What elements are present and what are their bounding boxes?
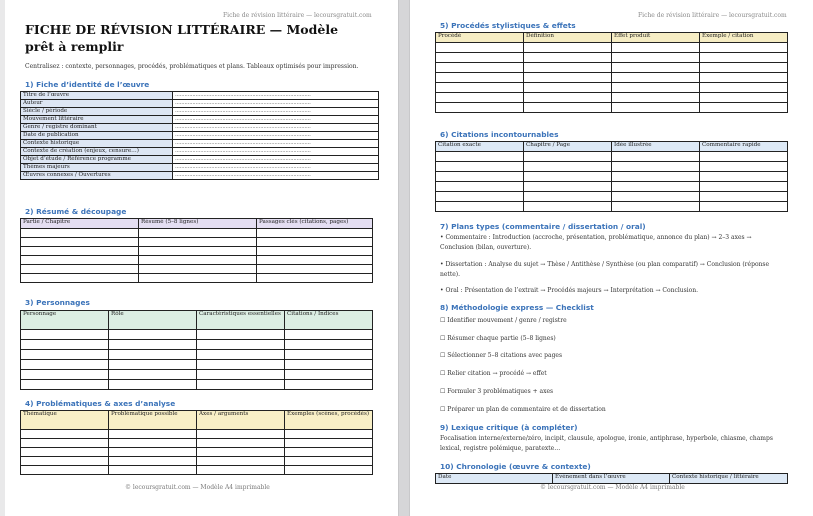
identity-fill-line[interactable]: ......................................................................................	[173, 132, 379, 140]
table-cell[interactable]	[21, 330, 109, 340]
page-1	[5, 0, 398, 516]
table-row	[436, 93, 788, 103]
table-cell[interactable]	[612, 103, 700, 113]
table-cell[interactable]	[612, 182, 700, 192]
table-cell[interactable]	[285, 380, 373, 390]
table-cell[interactable]	[109, 448, 197, 457]
identity-fill-line[interactable]: ......................................................................................	[173, 156, 379, 164]
section-lexicon-title: 9) Lexique critique (à compléter)	[440, 423, 578, 432]
table-cell[interactable]	[257, 229, 373, 238]
table-cell[interactable]	[612, 152, 700, 162]
table-header: Date	[436, 474, 553, 484]
table-row	[21, 360, 373, 370]
table-cell[interactable]	[139, 229, 257, 238]
table-cell[interactable]	[197, 350, 285, 360]
table-cell[interactable]	[285, 466, 373, 475]
table-cell[interactable]	[197, 448, 285, 457]
table-row	[436, 83, 788, 93]
table-cell[interactable]	[524, 202, 612, 212]
table-row	[436, 192, 788, 202]
identity-fill-line[interactable]: ......................................................................................	[173, 124, 379, 132]
table-cell[interactable]	[21, 274, 139, 283]
table-cell[interactable]	[612, 43, 700, 53]
table-cell[interactable]	[139, 238, 257, 247]
identity-fill-line[interactable]: ......................................................................................	[173, 148, 379, 156]
table-cell[interactable]	[285, 350, 373, 360]
table-row	[21, 457, 373, 466]
table-cell[interactable]	[197, 340, 285, 350]
table-row	[21, 350, 373, 360]
table-cell[interactable]	[285, 448, 373, 457]
chronology-table	[435, 473, 788, 484]
table-cell[interactable]	[257, 238, 373, 247]
table-row	[436, 63, 788, 73]
table-row	[436, 172, 788, 182]
table-cell[interactable]	[436, 202, 524, 212]
table-cell[interactable]	[21, 350, 109, 360]
page-footer: © lecoursgratuit.com — Modèle A4 imprimable	[540, 484, 685, 491]
table-cell[interactable]	[700, 162, 788, 172]
table-cell[interactable]	[612, 83, 700, 93]
table-cell[interactable]	[285, 370, 373, 380]
table-cell[interactable]	[285, 439, 373, 448]
identity-label: Mouvement littéraire	[21, 116, 173, 124]
identity-label: Contexte historique	[21, 140, 173, 148]
section-checklist-title: 8) Méthodologie express — Checklist	[440, 303, 594, 312]
table-cell[interactable]	[524, 73, 612, 83]
table-cell[interactable]	[285, 340, 373, 350]
quotes-table	[435, 141, 788, 212]
table-cell[interactable]	[700, 192, 788, 202]
identity-row	[21, 148, 379, 156]
table-cell[interactable]	[257, 247, 373, 256]
table-row	[21, 430, 373, 439]
table-cell[interactable]	[524, 172, 612, 182]
table-cell[interactable]	[285, 360, 373, 370]
table-cell[interactable]	[700, 73, 788, 83]
table-row	[21, 238, 373, 247]
identity-row	[21, 172, 379, 180]
table-cell[interactable]	[524, 83, 612, 93]
table-cell[interactable]	[109, 370, 197, 380]
table-header: Exemple / citation	[700, 33, 788, 43]
table-cell[interactable]	[436, 43, 524, 53]
page-title: FICHE DE RÉVISION LITTÉRAIRE — Modèle prêt à remplir	[25, 22, 339, 54]
identity-row	[21, 140, 379, 148]
table-cell[interactable]	[109, 340, 197, 350]
table-cell[interactable]	[524, 103, 612, 113]
table-cell[interactable]	[197, 457, 285, 466]
table-cell[interactable]	[21, 448, 109, 457]
table-row	[21, 229, 373, 238]
table-cell[interactable]	[524, 162, 612, 172]
identity-row	[21, 92, 379, 100]
table-cell[interactable]	[524, 182, 612, 192]
lexicon-text: Focalisation interne/externe/zéro, incipit, clausule, apologue, ironie, antiphrase, hyperbole, chiasme, champs lexical, registre polémique, paratexte…	[440, 435, 773, 452]
table-cell[interactable]	[109, 430, 197, 439]
table-cell[interactable]	[139, 247, 257, 256]
table-header: Définition	[524, 33, 612, 43]
table-row	[21, 466, 373, 475]
table-row	[436, 103, 788, 113]
checklist-item[interactable]: ☐ Résumer chaque partie (5–8 lignes)	[440, 335, 556, 342]
identity-fill-line[interactable]: ......................................................................................	[173, 100, 379, 108]
table-cell[interactable]	[612, 93, 700, 103]
table-row	[21, 265, 373, 274]
table-row	[21, 256, 373, 265]
table-row	[436, 182, 788, 192]
identity-row	[21, 100, 379, 108]
table-cell[interactable]	[700, 43, 788, 53]
identity-row	[21, 108, 379, 116]
identity-label: Siècle / période	[21, 108, 173, 116]
table-cell[interactable]	[197, 439, 285, 448]
table-cell[interactable]	[436, 152, 524, 162]
table-cell[interactable]	[612, 63, 700, 73]
table-header: Événement dans l’œuvre	[553, 474, 670, 484]
checklist-item[interactable]: ☐ Relier citation → procédé → effet	[440, 370, 547, 377]
table-header: Contexte historique / littéraire	[670, 474, 788, 484]
table-cell[interactable]	[700, 63, 788, 73]
table-cell[interactable]	[139, 265, 257, 274]
page-gutter	[398, 0, 410, 516]
identity-fill-line[interactable]: ......................................................................................	[173, 108, 379, 116]
table-cell[interactable]	[21, 256, 139, 265]
table-cell[interactable]	[700, 93, 788, 103]
table-header: Passages clés (citations, pages)	[257, 219, 373, 229]
table-cell[interactable]	[139, 274, 257, 283]
intro-text: Centralisez : contexte, personnages, procédés, problématiques et plans. Tableaux optimisés pour impression.	[25, 63, 359, 70]
table-cell[interactable]	[612, 172, 700, 182]
devices-table	[435, 32, 788, 113]
table-header: Exemples (scènes, procédés)	[285, 411, 373, 430]
table-cell[interactable]	[257, 256, 373, 265]
table-cell[interactable]	[524, 63, 612, 73]
table-cell[interactable]	[436, 83, 524, 93]
section-summary-title: 2) Résumé & découpage	[25, 207, 127, 216]
table-cell[interactable]	[436, 53, 524, 63]
table-cell[interactable]	[524, 53, 612, 63]
plan-dissertation: • Dissertation : Analyse du sujet → Thèse / Antithèse / Synthèse (ou plan comparatif) → Conclusion (réponse nette).	[440, 261, 770, 278]
table-cell[interactable]	[197, 330, 285, 340]
identity-fill-line[interactable]: ......................................................................................	[173, 116, 379, 124]
table-row	[21, 439, 373, 448]
table-cell[interactable]	[524, 43, 612, 53]
table-cell[interactable]	[612, 73, 700, 83]
identity-label: Auteur	[21, 100, 173, 108]
table-cell[interactable]	[436, 73, 524, 83]
table-row	[21, 340, 373, 350]
table-header: Problématique possible	[109, 411, 197, 430]
table-cell[interactable]	[285, 457, 373, 466]
table-row	[436, 152, 788, 162]
table-cell[interactable]	[197, 380, 285, 390]
identity-label: Contexte de création (enjeux, censure…)	[21, 148, 173, 156]
table-row	[21, 380, 373, 390]
table-cell[interactable]	[436, 103, 524, 113]
table-cell[interactable]	[109, 457, 197, 466]
page-footer: © lecoursgratuit.com — Modèle A4 imprimable	[125, 484, 270, 491]
table-cell[interactable]	[436, 172, 524, 182]
table-row	[436, 73, 788, 83]
table-cell[interactable]	[700, 172, 788, 182]
table-cell[interactable]	[109, 439, 197, 448]
table-cell[interactable]	[436, 93, 524, 103]
identity-label: Objet d’étude / Référence programme	[21, 156, 173, 164]
table-row	[436, 162, 788, 172]
page-header: Fiche de révision littéraire — lecoursgratuit.com	[638, 12, 787, 19]
table-cell[interactable]	[109, 330, 197, 340]
table-cell[interactable]	[285, 330, 373, 340]
table-header: Axes / arguments	[197, 411, 285, 430]
identity-label: Genre / registre dominant	[21, 124, 173, 132]
identity-fill-line[interactable]: ......................................................................................	[173, 172, 379, 180]
table-cell[interactable]	[21, 247, 139, 256]
table-header: Partie / Chapitre	[21, 219, 139, 229]
identity-fill-line[interactable]: ......................................................................................	[173, 140, 379, 148]
table-cell[interactable]	[612, 202, 700, 212]
table-cell[interactable]	[285, 430, 373, 439]
section-plans-title: 7) Plans types (commentaire / dissertation / oral)	[440, 222, 646, 231]
identity-fill-line[interactable]: ......................................................................................	[173, 92, 379, 100]
table-cell[interactable]	[21, 238, 139, 247]
table-cell[interactable]	[21, 430, 109, 439]
table-cell[interactable]	[109, 350, 197, 360]
identity-label: Thèmes majeurs	[21, 164, 173, 172]
table-cell[interactable]	[21, 340, 109, 350]
identity-row	[21, 124, 379, 132]
table-header: Thématique	[21, 411, 109, 430]
table-cell[interactable]	[436, 182, 524, 192]
table-cell[interactable]	[257, 274, 373, 283]
table-cell[interactable]	[436, 63, 524, 73]
table-cell[interactable]	[21, 439, 109, 448]
summary-table	[20, 218, 373, 283]
table-header: Procédé	[436, 33, 524, 43]
checklist-item[interactable]: ☐ Identifier mouvement / genre / registre	[440, 317, 567, 324]
table-row	[21, 330, 373, 340]
table-cell[interactable]	[109, 380, 197, 390]
page-2	[410, 0, 813, 516]
table-cell[interactable]	[612, 53, 700, 63]
table-row	[436, 43, 788, 53]
table-row	[436, 53, 788, 63]
section-chronology-title: 10) Chronologie (œuvre & contexte)	[440, 462, 591, 471]
table-cell[interactable]	[436, 192, 524, 202]
table-header: Idée illustrée	[612, 142, 700, 152]
table-cell[interactable]	[700, 152, 788, 162]
table-cell[interactable]	[700, 53, 788, 63]
table-row	[21, 370, 373, 380]
section-problems-title: 4) Problématiques & axes d’analyse	[25, 399, 176, 408]
table-cell[interactable]	[197, 360, 285, 370]
table-cell[interactable]	[21, 370, 109, 380]
table-cell[interactable]	[197, 430, 285, 439]
checklist-item[interactable]: ☐ Préparer un plan de commentaire et de dissertation	[440, 406, 606, 413]
table-header: Rôle	[109, 311, 197, 330]
table-cell[interactable]	[612, 162, 700, 172]
table-header: Citation exacte	[436, 142, 524, 152]
table-cell[interactable]	[21, 265, 139, 274]
section-characters-title: 3) Personnages	[25, 298, 90, 307]
table-cell[interactable]	[139, 256, 257, 265]
identity-row	[21, 164, 379, 172]
table-cell[interactable]	[524, 93, 612, 103]
section-quotes-title: 6) Citations incontournables	[440, 130, 559, 139]
table-cell[interactable]	[197, 370, 285, 380]
table-header: Personnage	[21, 311, 109, 330]
table-cell[interactable]	[21, 457, 109, 466]
table-cell[interactable]	[524, 152, 612, 162]
table-cell[interactable]	[197, 466, 285, 475]
table-cell[interactable]	[21, 380, 109, 390]
section-identity-title: 1) Fiche d’identité de l’œuvre	[25, 80, 150, 89]
identity-row	[21, 156, 379, 164]
table-cell[interactable]	[700, 182, 788, 192]
table-row	[21, 247, 373, 256]
table-cell[interactable]	[700, 83, 788, 93]
checklist-item[interactable]: ☐ Sélectionner 5–8 citations avec pages	[440, 352, 563, 359]
table-cell[interactable]	[21, 229, 139, 238]
table-cell[interactable]	[109, 466, 197, 475]
table-header: Effet produit	[612, 33, 700, 43]
identity-label: Titre de l’œuvre	[21, 92, 173, 100]
table-header: Citations / Indices	[285, 311, 373, 330]
table-header: Chapitre / Page	[524, 142, 612, 152]
identity-row	[21, 116, 379, 124]
table-cell[interactable]	[524, 192, 612, 202]
table-header: Résumé (5–8 lignes)	[139, 219, 257, 229]
table-cell[interactable]	[21, 360, 109, 370]
problems-table	[20, 410, 373, 475]
table-cell[interactable]	[21, 466, 109, 475]
identity-label: Œuvres connexes / Ouvertures	[21, 172, 173, 180]
identity-row	[21, 132, 379, 140]
table-row	[21, 448, 373, 457]
table-cell[interactable]	[436, 162, 524, 172]
table-cell[interactable]	[257, 265, 373, 274]
identity-fill-line[interactable]: ......................................................................................	[173, 164, 379, 172]
page-header: Fiche de révision littéraire — lecoursgratuit.com	[223, 12, 372, 19]
plan-oral: • Oral : Présentation de l’extrait → Procédés majeurs → Interprétation → Conclusion.	[440, 287, 698, 294]
table-row	[21, 274, 373, 283]
identity-table	[20, 91, 379, 180]
table-header: Caractéristiques essentielles	[197, 311, 285, 330]
table-cell[interactable]	[700, 103, 788, 113]
table-cell[interactable]	[612, 192, 700, 202]
table-header: Commentaire rapide	[700, 142, 788, 152]
characters-table	[20, 310, 373, 390]
checklist-item[interactable]: ☐ Formuler 3 problématiques + axes	[440, 388, 554, 395]
table-row	[436, 202, 788, 212]
section-devices-title: 5) Procédés stylistiques & effets	[440, 21, 576, 30]
table-cell[interactable]	[109, 360, 197, 370]
table-cell[interactable]	[700, 202, 788, 212]
identity-label: Date de publication	[21, 132, 173, 140]
plan-commentaire: • Commentaire : Introduction (accroche, présentation, problématique, annonce du plan) → 2–3 axes → Conclusion (bilan, ouverture).	[440, 234, 752, 251]
